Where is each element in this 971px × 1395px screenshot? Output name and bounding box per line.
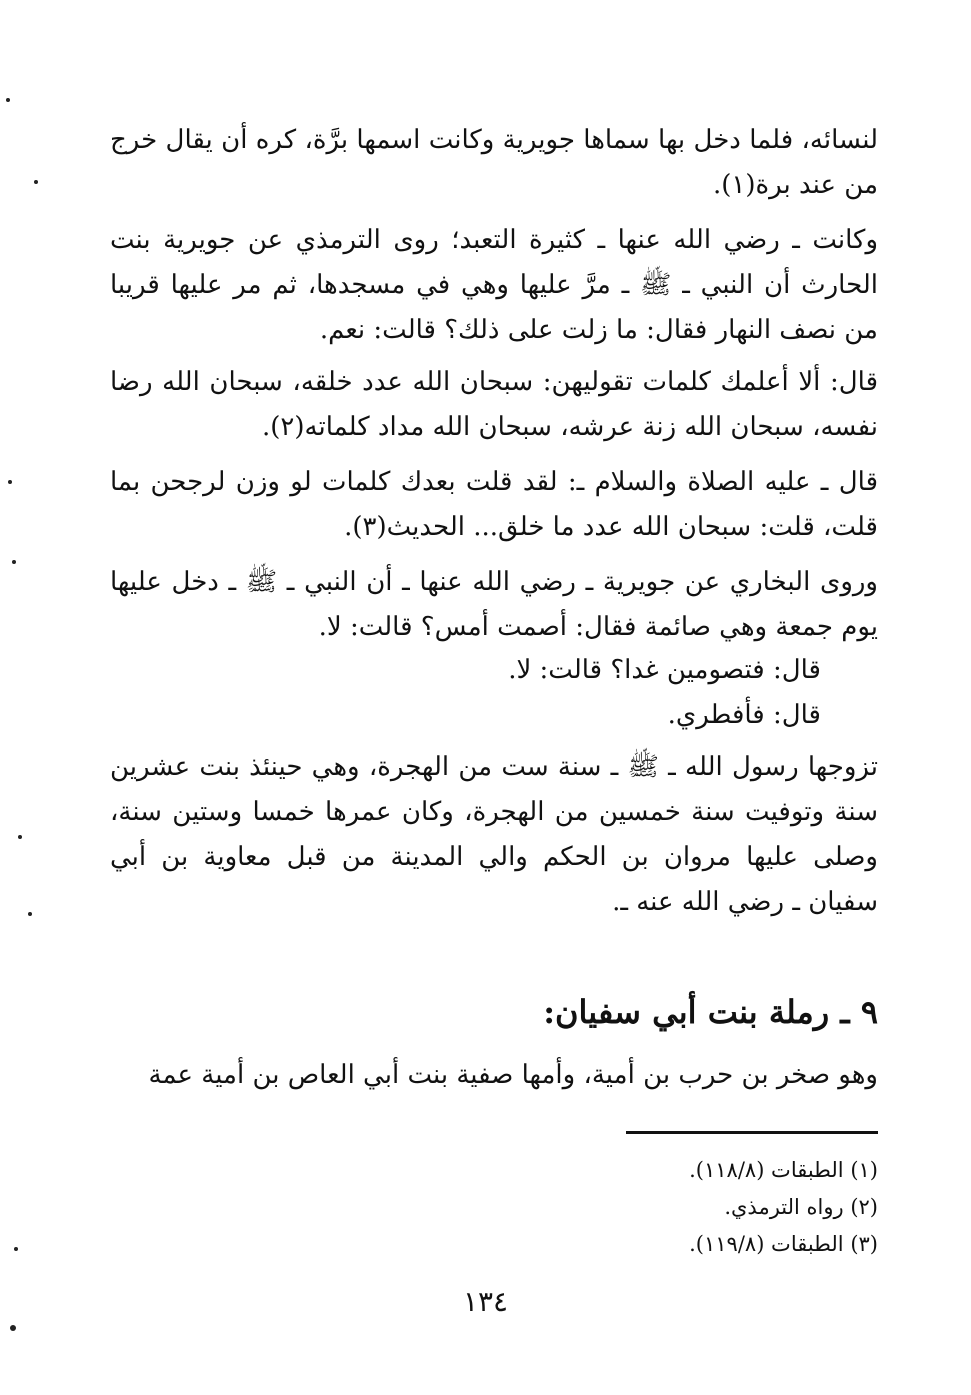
scan-speck <box>14 1247 18 1251</box>
scan-speck <box>18 835 22 839</box>
scan-speck <box>28 912 32 916</box>
paragraph-6: قال: فتصومين غدا؟ قالت: لا. <box>508 655 821 685</box>
paragraph-9: وهو صخر بن حرب بن أمية، وأمها صفية بنت أبي العاص بن أمية عمة <box>148 1060 878 1090</box>
section-heading: ٩ ـ رملة بنت أبي سفيان: <box>543 993 878 1031</box>
paragraph-2: وكانت ـ رضي الله عنها ـ كثيرة التعبد؛ روى الترمذي عن جويرية بنت الحارث أن النبي ـ ﷺ ـ مرَّ عليها وهي في مسجدها، ثم مر عليها قريبا من نصف النهار فقال: ما زلت على ذلك؟ قالت: نعم. <box>110 225 878 345</box>
paragraph-3: قال: ألا أعلمك كلمات تقوليهن: سبحان الله عدد خلقه، سبحان الله رضا نفسه، سبحان الله زنة عرشه، سبحان الله مداد كلماته(٢). <box>110 367 878 442</box>
footnote-1: (١) الطبقات (١١٨/٨). <box>689 1158 878 1182</box>
paragraph-1: لنسائه، فلما دخل بها سماها جويرية وكانت اسمها برَّة، كره أن يقال خرج من عند برة(١). <box>110 125 878 200</box>
paragraph-8: تزوجها رسول الله ـ ﷺ ـ سنة ست من الهجرة، وهي حينئذ بنت عشرين سنة وتوفيت سنة خمسين من الهجرة، وكان عمرها خمسا وستين سنة، وصلى عليها مروان بن الحكم والي المدينة من قبل معاوية بن أبي سفيان ـ رضي الله عنه ـ. <box>110 752 878 917</box>
page-number: ١٣٤ <box>462 1285 509 1318</box>
scan-speck <box>10 1325 16 1331</box>
footnote-3: (٣) الطبقات (١١٩/٨). <box>689 1232 878 1256</box>
scan-speck <box>12 560 16 564</box>
scan-speck <box>8 480 12 484</box>
footnote-2: (٢) رواه الترمذي. <box>724 1195 878 1219</box>
scan-speck <box>34 180 38 184</box>
scan-speck <box>6 98 10 102</box>
paragraph-7: قال: فأفطري. <box>667 700 821 730</box>
footnote-divider <box>626 1131 878 1134</box>
paragraph-4: قال ـ عليه الصلاة والسلام ـ: لقد قلت بعدك كلمات لو وزن لرجحن بما قلت، قلت: سبحان الله عدد ما خلق... الحديث(٣). <box>110 467 878 542</box>
paragraph-5: وروى البخاري عن جويرية ـ رضي الله عنها ـ أن النبي ـ ﷺ ـ دخل عليها يوم جمعة وهي صائمة فقال: أصمت أمس؟ قالت: لا. <box>110 567 878 642</box>
